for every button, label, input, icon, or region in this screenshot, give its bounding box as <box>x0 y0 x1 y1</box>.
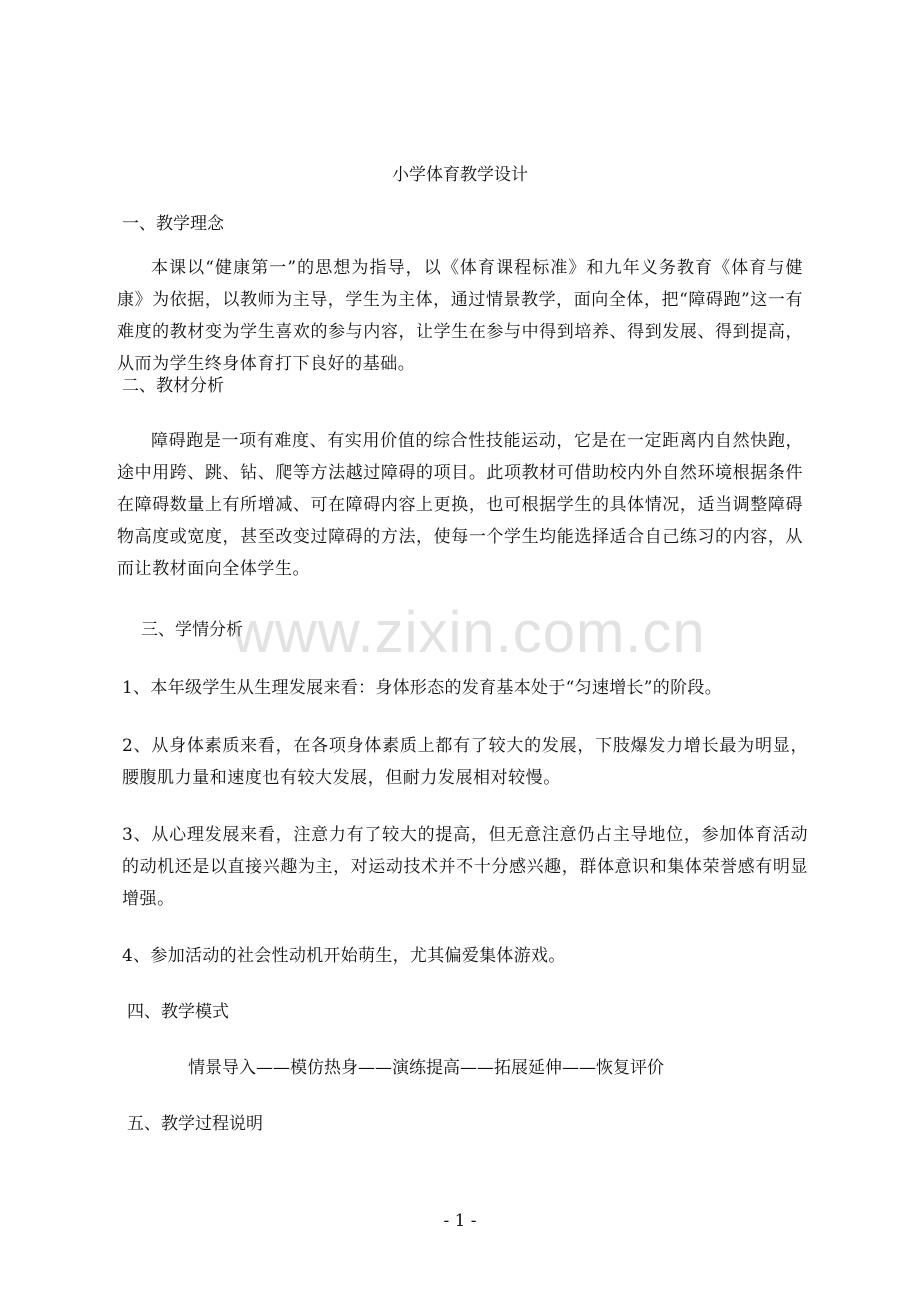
page-number: - 1 - <box>443 1211 477 1231</box>
watermark: www.zixin.com.cn <box>232 600 706 665</box>
section-text-material: 障碍跑是一项有难度、有实用价值的综合性技能运动，它是在一定距离内自然快跑，途中用跨、跳、钻、爬等方法越过障碍的项目。此项教材可借助校内外自然环境根据条件在障碍数量上有所增减、可在障碍内容上更换，也可根据学生的具体情况，适当调整障碍物高度或宽度，甚至改变过障碍的方法，使每一个学生均能选择适合自己练习的内容，从而让教材面向全体学生。 <box>117 431 803 579</box>
list-item-students-2: 2、从身体素质来看，在各项身体素质上都有了较大的发展，下肢爆发力增长最为明显，腰腹肌力量和速度也有较大发展，但耐力发展相对较慢。 <box>122 736 808 788</box>
document-title: 小学体育教学设计 <box>392 165 528 185</box>
list-item-students-3: 3、从心理发展来看，注意力有了较大的提高，但无意注意仍占主导地位，参加体育活动的动机还是以直接兴趣为主，对运动技术并不十分感兴趣，群体意识和集体荣誉感有明显增强。 <box>122 825 808 909</box>
section-heading-model: 四、教学模式 <box>127 1002 229 1022</box>
section-heading-process: 五、教学过程说明 <box>127 1114 263 1134</box>
list-item-students-1: 1、本年级学生从生理发展来看：身体形态的发育基本处于“匀速增长”的阶段。 <box>122 678 722 698</box>
section-text-philosophy: 本课以“健康第一”的思想为指导，以《体育课程标准》和九年义务教育《体育与健康》为依据，以教师为主导，学生为主体，通过情景教学，面向全体，把“障碍跑”这一有难度的教材变为学生喜欢的参与内容，让学生在参与中得到培养、得到发展、得到提高，从而为学生终身体育打下良好的基础。 <box>117 258 803 374</box>
section-heading-students: 三、学情分析 <box>141 620 243 640</box>
teaching-model-flow: 情景导入——模仿热身——演练提高——拓展延伸——恢复评价 <box>188 1058 664 1078</box>
section-heading-material: 二、教材分析 <box>122 376 224 396</box>
section-heading-philosophy: 一、教学理念 <box>122 214 224 234</box>
list-item-students-4: 4、参加活动的社会性动机开始萌生，尤其偏爱集体游戏。 <box>122 946 566 966</box>
